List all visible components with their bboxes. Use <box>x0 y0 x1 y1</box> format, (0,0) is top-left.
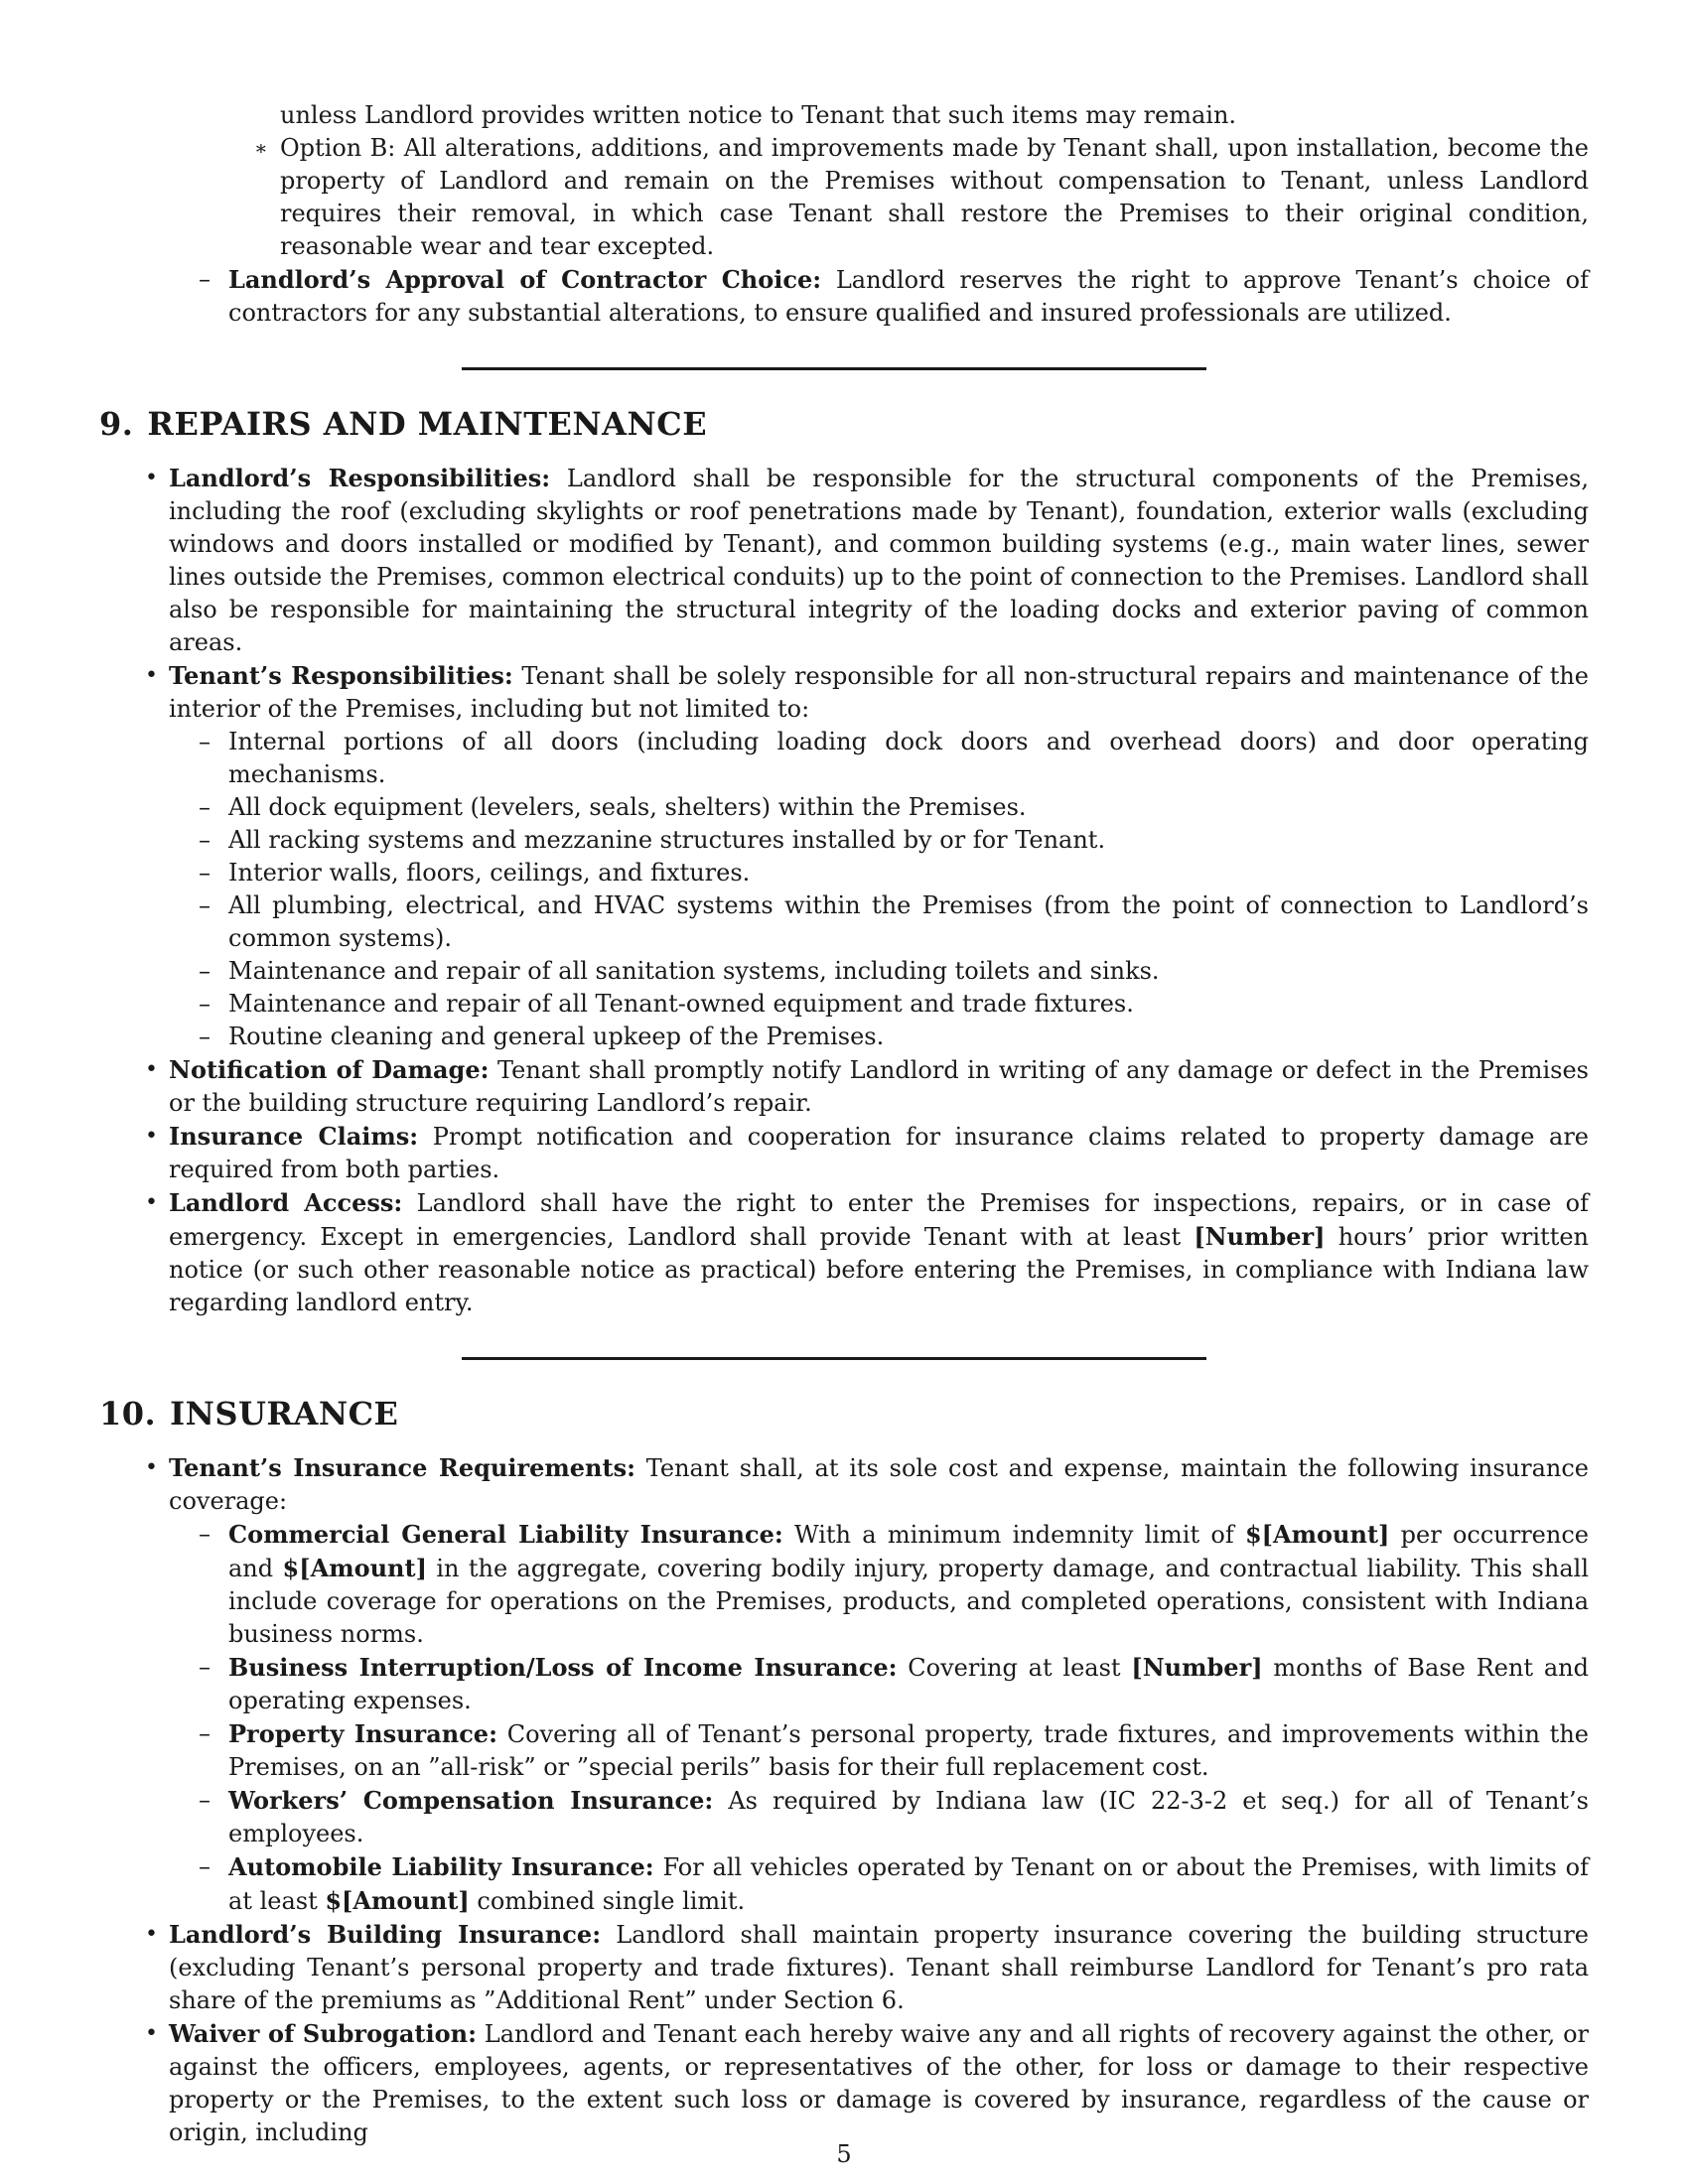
number-placeholder: [Number] <box>1131 1653 1263 1682</box>
dash-bullet-icon: – <box>199 826 211 854</box>
dash-bullet-icon: – <box>199 265 211 293</box>
amount-placeholder: $[Amount] <box>1244 1520 1390 1549</box>
dash-bullet-icon: – <box>199 1786 211 1814</box>
dash-bullet-icon: – <box>199 793 211 821</box>
dash-bullet-icon: – <box>199 1719 211 1747</box>
list-item: – Maintenance and repair of all sanitation systems, including toilets and sinks. <box>228 955 1589 988</box>
dash-bullet-icon: – <box>199 859 211 887</box>
workers-comp-item: – Workers’ Compensation Insurance: As required by Indiana law (IC 22-3-2 et seq.) for all of Tenant’s employees. <box>199 1786 1589 1847</box>
continuation-text: unless Landlord provides written notice to Tenant that such items may remain. <box>280 101 1237 129</box>
business-interruption-item: – Business Interruption/Loss of Income Insurance: Covering at least [Number] months of Base Rent and operating expenses. <box>199 1653 1590 1714</box>
list-item: – Routine cleaning and general upkeep of the Premises. <box>228 1021 1589 1053</box>
amount-placeholder: $[Amount] <box>282 1554 427 1582</box>
contractor-approval-item: – Landlord’s Approval of Contractor Choice: Landlord reserves the right to approve Tenant’s choice of contractors for any substantial alterations, to ensure qualified and insured professionals are utilized. <box>199 265 1589 327</box>
insurance-claims-item: • Insurance Claims: Prompt notification and cooperation for insurance claims related to property damage are required from both parties. <box>145 1122 1590 1183</box>
bullet-icon: • <box>145 1057 158 1082</box>
amount-placeholder: $[Amount] <box>325 1886 470 1915</box>
list-item: – Maintenance and repair of all Tenant-owned equipment and trade fixtures. <box>228 988 1589 1021</box>
dash-bullet-icon: – <box>199 957 211 985</box>
cgl-insurance-item: – Commercial General Liability Insurance: With a minimum indemnity limit of $[Amount] per occurrence and $[Amount] in the aggregate, covering bodily injury, property damage, and contractual liability. This shall include coverage for operations on the Premises, products, and completed operations, consistent with Indiana business norms. <box>199 1520 1589 1648</box>
dash-bullet-icon: – <box>199 1653 211 1681</box>
dash-bullet-icon: – <box>199 728 211 755</box>
number-placeholder: [Number] <box>1194 1222 1326 1251</box>
asterisk-bullet-icon: ∗ <box>254 136 268 160</box>
tenant-insurance-requirements-item: • Tenant’s Insurance Requirements: Tenant shall, at its sole cost and expense, maintain the following insurance coverage: <box>145 1453 1590 1515</box>
dash-bullet-icon: – <box>199 1023 211 1050</box>
section-divider <box>462 367 1206 370</box>
landlord-access-item: • Landlord Access: Landlord shall have the right to enter the Premises for inspections, repairs, or in case of emergency. Except in emergencies, Landlord shall provide Tenant with at least [Number] hours’ prior written notice (or such other reasonable notice as practical) before entering the Premises, in compliance with Indiana law regarding landlord entry. <box>145 1188 1590 1316</box>
bullet-icon: • <box>145 1124 158 1149</box>
list-item: – All racking systems and mezzanine structures installed by or for Tenant. <box>228 824 1589 857</box>
property-insurance-item: – Property Insurance: Covering all of Tenant’s personal property, trade fixtures, and improvements within the Premises, on an ”all-risk” or ”special perils” basis for their full replacement cost. <box>199 1719 1589 1781</box>
bullet-icon: • <box>145 2021 158 2046</box>
bullet-icon: • <box>145 1455 158 1480</box>
section-divider <box>462 1357 1206 1360</box>
dash-bullet-icon: – <box>199 990 211 1018</box>
list-item: – Internal portions of all doors (including loading dock doors and overhead doors) and door operating mechanisms. <box>199 728 1589 788</box>
document-page <box>99 99 1589 2149</box>
bullet-icon: • <box>145 1922 158 1947</box>
dash-bullet-icon: – <box>199 1520 211 1548</box>
landlord-building-insurance-item: • Landlord’s Building Insurance: Landlord shall maintain property insurance covering the building structure (excluding Tenant’s personal property and trade fixtures). Tenant shall reimburse Landlord for Tenant’s pro rata share of the premiums as ”Additional Rent” under Section 6. <box>145 1920 1589 2014</box>
waiver-of-subrogation-item: • Waiver of Subrogation: Landlord and Tenant each hereby waive any and all rights of recovery against the other, or against the officers, employees, agents, or representatives of the other, for loss or damage to their respective property or the Premises, to the extent such loss or damage is covered by insurance, regardless of the cause or origin, including <box>145 2019 1589 2146</box>
tenant-responsibilities-item: • Tenant’s Responsibilities: Tenant shall be solely responsible for all non-structural repairs and maintenance of the interior of the Premises, including but not limited to: <box>145 661 1589 723</box>
auto-liability-item: – Automobile Liability Insurance: For all vehicles operated by Tenant on or about the Premises, with limits of at least $[Amount] combined single limit. <box>199 1852 1590 1915</box>
list-item: – Interior walls, floors, ceilings, and fixtures. <box>228 857 1589 889</box>
section-10-heading: 10. INSURANCE <box>99 1395 399 1433</box>
section-9-heading: 9. REPAIRS AND MAINTENANCE <box>99 405 708 443</box>
page-number: 5 <box>836 2140 852 2168</box>
notification-of-damage-item: • Notification of Damage: Tenant shall promptly notify Landlord in writing of any damage or defect in the Premises or the building structure requiring Landlord’s repair. <box>145 1055 1589 1117</box>
bullet-icon: • <box>145 466 158 490</box>
bullet-icon: • <box>145 663 158 688</box>
list-item: – All dock equipment (levelers, seals, shelters) within the Premises. <box>228 791 1589 824</box>
bullet-icon: • <box>145 1190 158 1215</box>
list-item: – All plumbing, electrical, and HVAC systems within the Premises (from the point of connection to Landlord’s common systems). <box>199 891 1589 952</box>
dash-bullet-icon: – <box>199 891 211 919</box>
landlord-responsibilities-item: • Landlord’s Responsibilities: Landlord shall be responsible for the structural components of the Premises, including the roof (excluding skylights or roof penetrations made by Tenant), foundation, exterior walls (excluding windows and doors installed or modified by Tenant), and common building systems (e.g., main water lines, sewer lines outside the Premises, common electrical conduits) up to the point of connection to the Premises. Landlord shall also be responsible for maintaining the structural integrity of the loading docks and exterior paving of common areas. <box>145 464 1589 656</box>
dash-bullet-icon: – <box>199 1852 211 1880</box>
option-b-item: ∗ Option B: All alterations, additions, and improvements made by Tenant shall, upon installation, become the property of Landlord and remain on the Premises without compensation to Tenant, unless Landlord requires their removal, in which case Tenant shall restore the Premises to their original condition, reasonable wear and tear excepted. <box>254 134 1589 260</box>
